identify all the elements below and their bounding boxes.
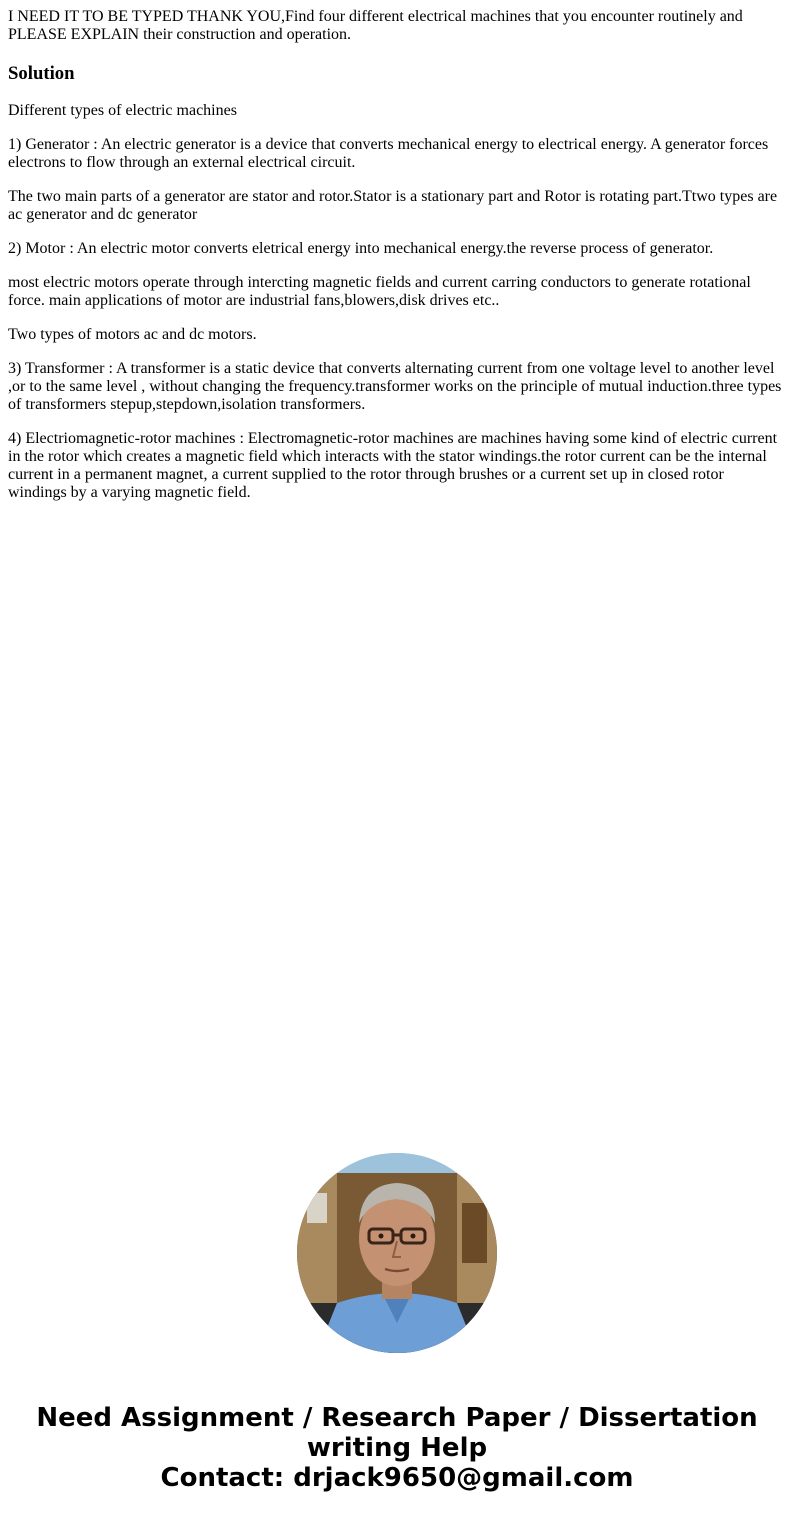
paragraph-electromagnetic-rotor: 4) Electriomagnetic-rotor machines : Electromagnetic-rotor machines are machines having some kind of electric current in the rotor which creates a magnetic field which interacts with the stator windings.the rotor current can be the internal current in a permanent magnet, a current supplied to the rotor through brushes or a current set up in closed rotor windings by a varying magnetic field. bbox=[8, 430, 778, 501]
footer-line-1: Need Assignment / Research Paper / Dissertation bbox=[36, 1403, 758, 1433]
author-photo bbox=[297, 1153, 497, 1353]
footer-banner bbox=[0, 1403, 794, 1493]
paragraph-motor-operation: most electric motors operate through intercting magnetic fields and current carring conductors to generate rotational force. main applications of motor are industrial fans,blowers,disk drives etc.. bbox=[8, 274, 751, 309]
footer-line-2: writing Help bbox=[306, 1433, 488, 1463]
question-text: I NEED IT TO BE TYPED THANK YOU,Find four different electrical machines that you encounter routinely and PLEASE EXPLAIN their construction and operation. bbox=[8, 8, 743, 43]
document-body bbox=[8, 0, 786, 502]
footer-contact: Contact: drjack9650@gmail.com bbox=[160, 1463, 634, 1493]
solution-heading: Solution bbox=[8, 63, 75, 84]
paragraph-generator: 1) Generator : An electric generator is a device that converts mechanical energy to electrical energy. A generator forces electrons to flow through an external electrical circuit. bbox=[8, 136, 769, 171]
paragraph-motor-types: Two types of motors ac and dc motors. bbox=[8, 326, 257, 343]
paragraph-transformer: 3) Transformer : A transformer is a static device that converts alternating current from one voltage level to another level ,or to the same level , without changing the frequency.transformer works on the principle of mutual induction.three types of transformers stepup,stepdown,isolation transformers. bbox=[8, 360, 782, 413]
paragraph-intro: Different types of electric machines bbox=[8, 102, 237, 119]
paragraph-motor: 2) Motor : An electric motor converts eletrical energy into mechanical energy.the reverse process of generator. bbox=[8, 240, 714, 257]
paragraph-generator-parts: The two main parts of a generator are stator and rotor.Stator is a stationary part and Rotor is rotating part.Ttwo types are ac generator and dc generator bbox=[8, 188, 778, 223]
